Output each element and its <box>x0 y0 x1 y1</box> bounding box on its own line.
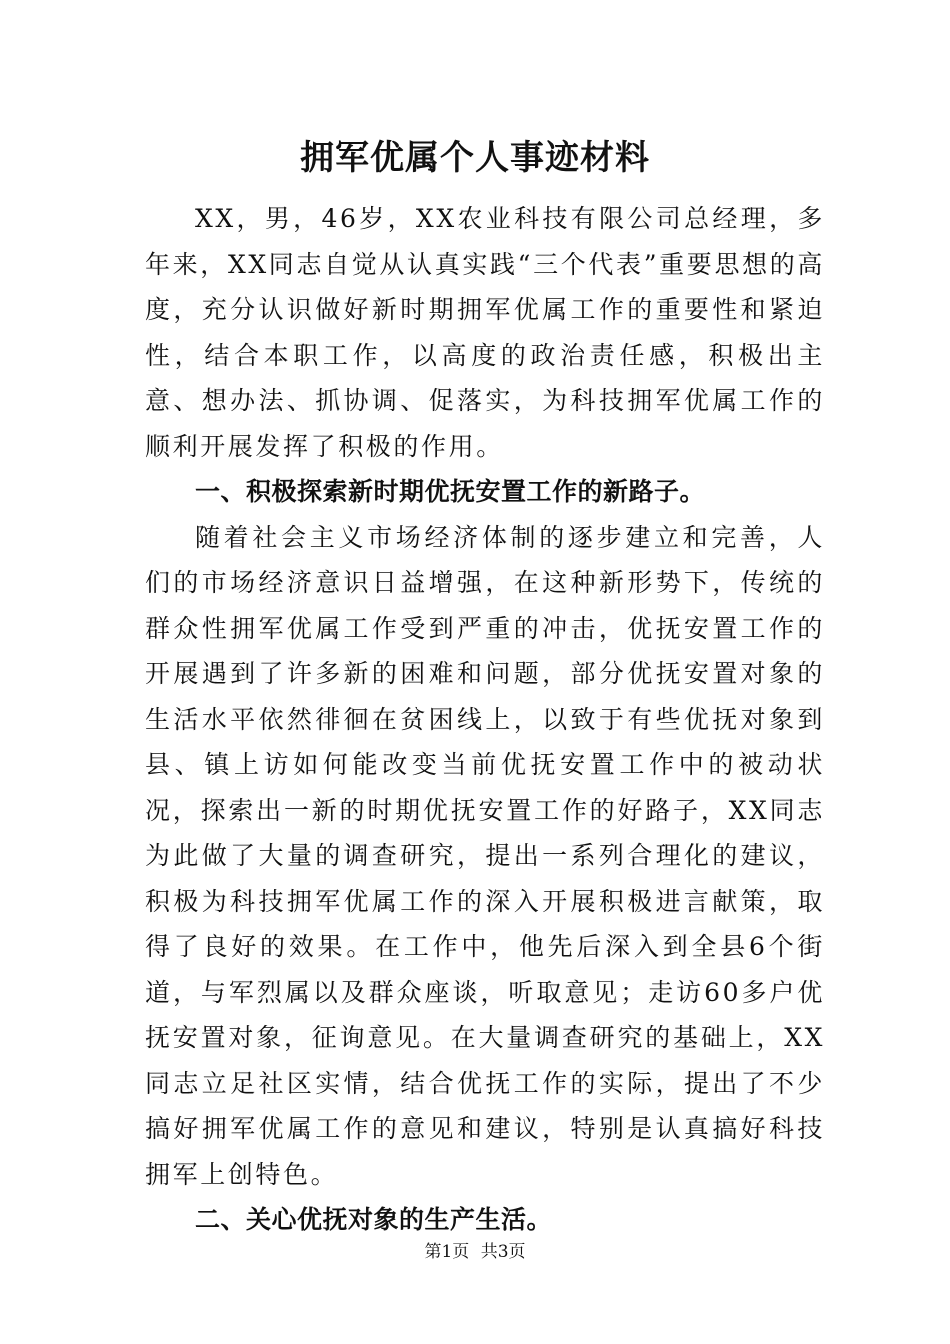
document-title: 拥军优属个人事迹材料 <box>300 138 650 178</box>
paragraph-intro: XX，男，46岁，XX农业科技有限公司总经理，多年来，XX同志自觉从认真实践“三个代表”重要思想的高度，充分认识做好新时期拥军优属工作的重要性和紧迫性，结合本职工作，以高度的政治责任感，积极出主意、想办法、抓协调、促落实，为科技拥军优属工作的顺利开展发挥了积极的作用。 <box>145 204 825 461</box>
section-heading-1: 一、积极探索新时期优抚安置工作的新路子。 <box>195 477 706 506</box>
document-body <box>145 196 825 1243</box>
paragraph-section-1: 随着社会主义市场经济体制的逐步建立和完善，人们的市场经济意识日益增强，在这种新形势下，传统的群众性拥军优属工作受到严重的冲击，优抚安置工作的开展遇到了许多新的困难和问题，部分优抚安置对象的生活水平依然徘徊在贫困线上，以致于有些优抚对象到县、镇上访如何能改变当前优抚安置工作中的被动状况，探索出一新的时期优抚安置工作的好路子，XX同志为此做了大量的调查研究，提出一系列合理化的建议，积极为科技拥军优属工作的深入开展积极进言献策，取得了良好的效果。在工作中，他先后深入到全县6个街道，与军烈属以及群众座谈，听取意见；走访60多户优抚安置对象，征询意见。在大量调查研究的基础上，XX同志立足社区实情，结合优抚工作的实际，提出了不少搞好拥军优属工作的意见和建议，特别是认真搞好科技拥军上创特色。 <box>145 522 825 1189</box>
page-total: 共3页 <box>480 1242 526 1262</box>
page-footer <box>0 1240 950 1264</box>
page-number: 第1页 <box>424 1242 470 1262</box>
section-heading-2: 二、关心优抚对象的生产生活。 <box>195 1205 553 1234</box>
